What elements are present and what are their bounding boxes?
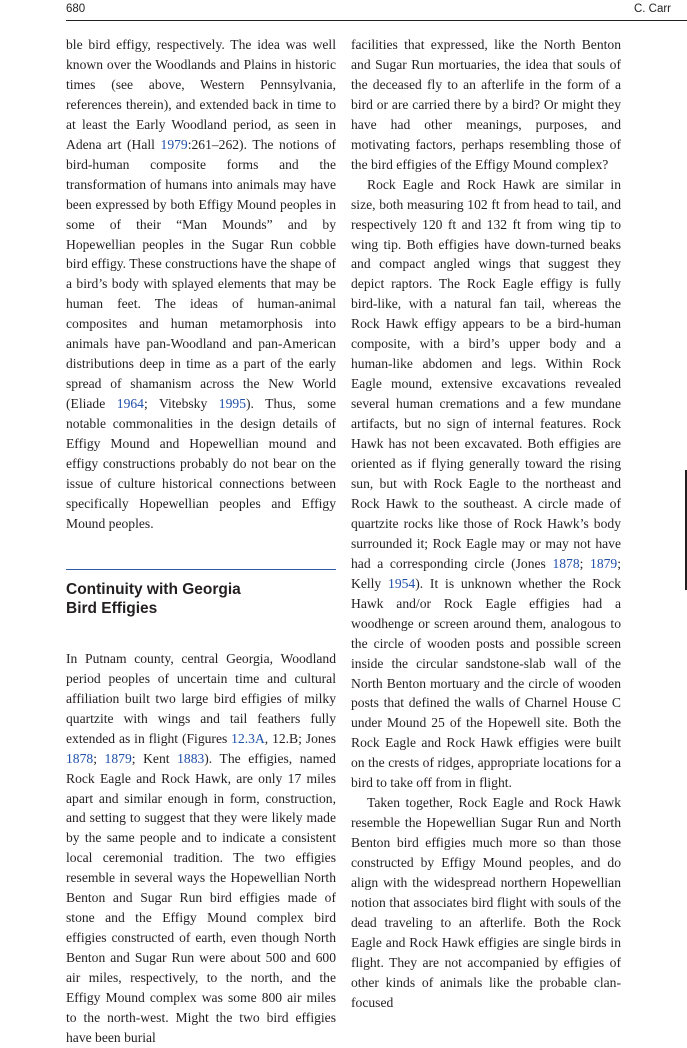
figure-link[interactable]: 12.3A (231, 730, 265, 746)
left-paragraph-1: ble bird effigy, respectively. The idea was well known over the Woodlands and Plains in historic times (see above, Western Pennsylvania, references therein), and extended back in time to at least the Early Woodland period, as seen in Adena art (Hall 1979:261–262). The notions of bird-human composite forms and the transformation of humans into animals may have been expressed by both Effigy Mound peoples in some of their “Man Mounds” and by Hopewellian peoples in the Sugar Run cobble bird effigy. These constructions have the shape of a bird’s body with splayed elements that may be human feet. The ideas of human-animal composites and human metamorphosis into animals have pan-Woodland and pan-American distributions deep in time as a part of the early spread of shamanism across the New World (Eliade 1964; Vitebsky 1995). Thus, some notable commonalities in the design details of Effigy Mound and Hopewellian mound and effigy constructions probably do not bear on the issue of culture historical connections between specifically Hopewellian peoples and Effigy Mound peoples. (66, 37, 336, 531)
page-number: 680 (66, 3, 86, 15)
citation-link[interactable]: 1995 (218, 396, 246, 412)
section-heading-block (66, 569, 336, 618)
running-head-author: C. Carr (633, 3, 671, 15)
right-paragraph-1: facilities that expressed, like the North Benton and Sugar Run mortuaries, the idea that souls of the deceased fly to an afterlife in the form of a bird or are carried there by a bird? Or might they have had other meanings, purposes, and motivating factors, perhaps resembling those of the bird effigies of the Effigy Mound complex? (351, 37, 621, 172)
running-header (66, 0, 687, 22)
right-paragraph-3: Taken together, Rock Eagle and Rock Hawk resemble the Hopewellian Sugar Run and North Benton bird effigies much more so than those constructed by Effigy Mound peoples, and do align with the widespread northern Hopewellian notion that associates bird flight with souls of the dead traveling to an afterlife. Both the Rock Eagle and Rock Hawk effigies are single birds in flight. They are not accompanied by effigies of other kinds of animals like the probable clan-focused (351, 795, 621, 1010)
citation-link[interactable]: 1878 (66, 750, 94, 766)
citation-link[interactable]: 1879 (590, 555, 618, 571)
citation-link[interactable]: 1979 (160, 136, 188, 152)
right-paragraph-2: Rock Eagle and Rock Hawk are similar in size, both measuring 102 ft from head to tail, and respectively 120 ft and 132 ft from wing tip to wing tip. Both effigies have down-turned beaks and compact angled wings that suggest they depict raptors. The Rock Eagle effigy is fully bird-like, with a natural fan tail, whereas the Rock Hawk effigy appears to be a bird-human composite, with a bird’s upper body and a human-like abdomen and legs. Within Rock Eagle mound, extensive excavations revealed several human cremations and a few mundane artifacts, but no sign of internal features. Rock Hawk has not been excavated. Both effigies are oriented as if flying generally toward the rising sun, but with Rock Eagle to the northeast and Rock Hawk to the southeast. A circle made of quartzite rocks like those of Rock Hawk’s body surrounded it; Rock Eagle may or may not have had a corresponding circle (Jones 1878; 1879; Kelly 1954). It is unknown whether the Rock Hawk and/or Rock Eagle effigies had a woodhenge or screen around them, analogous to the circle of wooden posts and possible screen inside the circular sandstone-slab wall of the North Benton mortuary and the circle of wooden posts that defined the walls of Charnel House C under Mound 25 of the Hopewell site. Both the Rock Eagle and Rock Hawk effigies were built on the crests of ridges, appropriate locations for a bird to take off from in flight. (351, 176, 621, 791)
citation-link[interactable]: 1883 (177, 750, 205, 766)
left-column (66, 35, 336, 1048)
section-heading: Continuity with Georgia Bird Effigies (66, 580, 241, 617)
citation-link[interactable]: 1954 (388, 575, 416, 591)
citation-link[interactable]: 1878 (552, 555, 580, 571)
citation-link[interactable]: 1964 (116, 396, 144, 412)
citation-link[interactable]: 1879 (104, 750, 132, 766)
right-column (351, 35, 621, 1013)
header-rule (66, 20, 687, 21)
left-paragraph-2: In Putnam county, central Georgia, Woodland period peoples of uncertain time and cultural affiliation built two large bird effigies of milky quartzite with wings and tail feathers fully extended as in flight (Figures 12.3A, 12.B; Jones 1878; 1879; Kent 1883). The effigies, named Rock Eagle and Rock Hawk, are only 17 miles apart and similar enough in form, construction, and setting to suggest that they were likely made by the same people and to indicate a consistent local ceremonial tradition. The two effigies resemble in several ways the Hopewellian North Benton and Sugar Run bird effigies made of stone and the Effigy Mound complex bird effigies constructed of earth, even though North Benton and Sugar Run were about 500 and 600 air miles, respectively, to the north, and the Effigy Mound complex was some 800 air miles to the north-west. Might the two bird effigies have been burial (66, 650, 336, 1045)
